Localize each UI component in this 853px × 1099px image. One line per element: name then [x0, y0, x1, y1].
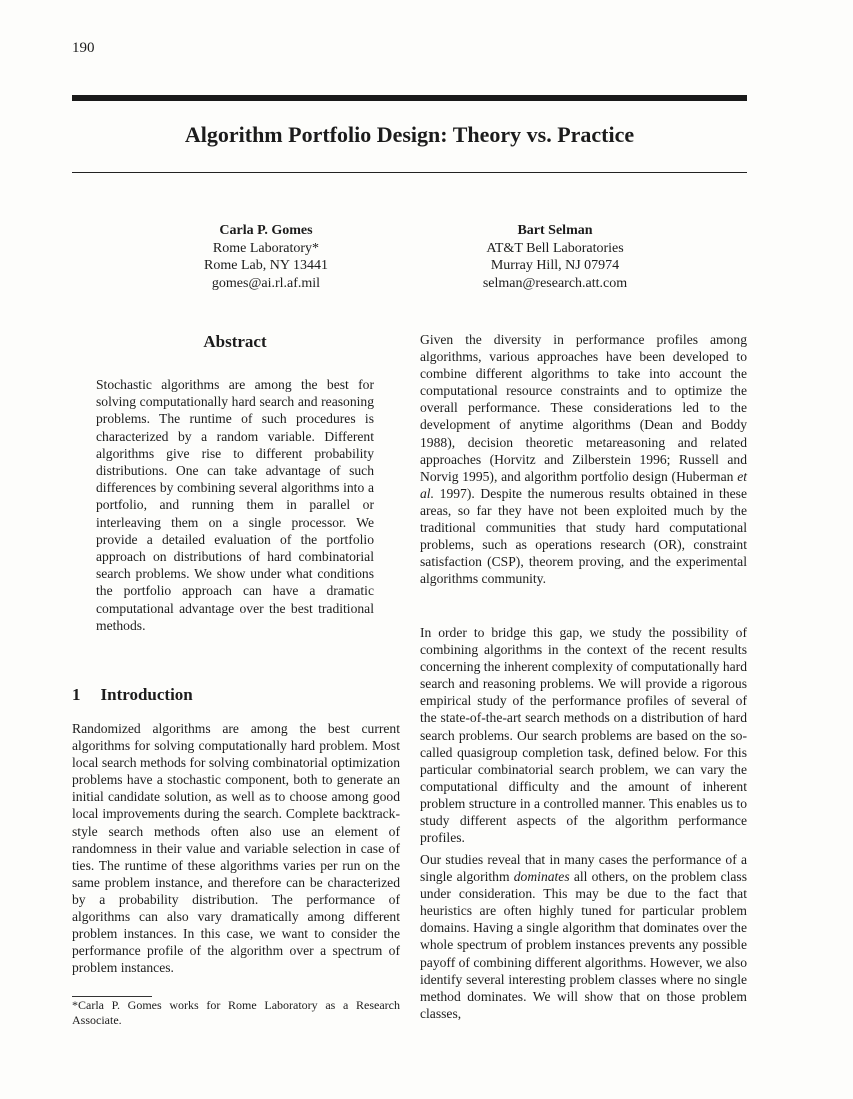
- emphasis-text: et al.: [420, 468, 747, 501]
- footnote: *Carla P. Gomes works for Rome Laboratory as a Research Associate.: [72, 998, 400, 1027]
- intro-paragraph-4: [420, 851, 747, 1022]
- author-affiliation: AT&T Bell Laboratories: [486, 240, 624, 256]
- top-rule: [72, 95, 747, 101]
- paragraph-text: 1997). Despite the numerous results obtained in these areas, so far they have not been exploited much by the traditional communities that study hard computational problems, such as operations research (OR), constraint satisfaction (CSP), theorem proving, and the experimental algorithms community.: [420, 485, 747, 587]
- author-block-1: [176, 222, 356, 292]
- author-address: Murray Hill, NJ 07974: [490, 258, 620, 273]
- footnote-rule: [72, 996, 152, 997]
- author-email: gomes@ai.rl.af.mil: [211, 275, 321, 291]
- intro-paragraph-3: In order to bridge this gap, we study the possibility of combining algorithms in the context of the recent results concerning the inherent complexity of computationally hard search and reasoning problems. We will provide a rigorous empirical study of the performance profiles of several of the state-of-the-art search methods on a distribution of hard search problems. Our search problems are based on the so-called quasigroup completion task, defined below. For this particular combinatorial search problem, we can vary the computational difficulty and the amount of inherent problem structure in a controlled manner. This enables us to study different aspects of the algorithm performance profiles.: [420, 625, 747, 846]
- author-block-2: [450, 222, 660, 292]
- title-rule: [72, 172, 747, 173]
- author-address: Rome Lab, NY 13441: [204, 258, 328, 273]
- emphasis-text: dominates: [513, 869, 570, 885]
- author-affiliation: Rome Laboratory*: [212, 240, 320, 256]
- author-name: Bart Selman: [517, 223, 593, 238]
- paper-title: Algorithm Portfolio Design: Theory vs. Practice: [184, 122, 635, 147]
- intro-paragraph-2: [420, 331, 747, 587]
- intro-paragraph-1: Randomized algorithms are among the best current algorithms for solving computationally hard problem. Most local search methods for solving combinatorial optimization problems have a stochastic component, both to generate an initial candidate solution, as well as to choose among good local improvements during the search. Complete backtrack-style search methods often also use an element of randomness in their value and variable selection in case of ties. The runtime of these algorithms varies per run on the same problem instance, and therefore can be characterized by a probability distribution. The performance of algorithms can also vary dramatically among different problem instances. In this case, we want to consider the performance profile of the algorithm over a spectrum of problem instances.: [72, 721, 400, 976]
- abstract-heading: Abstract: [203, 332, 267, 351]
- section-number: 1: [72, 685, 81, 704]
- paragraph-text: Given the diversity in performance profiles among algorithms, various approaches have been developed to combine different algorithms to take into account the computational resource constraints and to optimize the overall performance. These considerations led to the development of anytime algorithms (Dean and Boddy 1988), decision theoretic metareasoning and related approaches (Horvitz and Zilberstein 1996; Russell and Norvig 1995), and algorithm portfolio design (Huberman: [420, 332, 747, 484]
- author-email: selman@research.att.com: [482, 275, 628, 291]
- paragraph-text: Our studies reveal that in many cases the performance of a single algorithm: [420, 852, 747, 885]
- section-title: Introduction: [100, 685, 193, 704]
- page-number: 190: [72, 40, 95, 56]
- section-heading: [72, 685, 213, 705]
- paragraph-text: all others, on the problem class under consideration. This may be due to the fact that heuristics are often highly tuned for particular problem domains. Having a single algorithm that dominates over the whole spectrum of problem instances prevents any possible payoff of combining different algorithms. However, we also identify several interesting problem classes where no single method dominates. We will show that on those problem classes,: [420, 869, 748, 1021]
- author-name: Carla P. Gomes: [219, 223, 313, 238]
- abstract-text: Stochastic algorithms are among the best for solving computationally hard search and reasoning problems. The runtime of such procedures is characterized by a random variable. Different algorithms give rise to different probability distributions. One can take advantage of such differences by combining several algorithms into a portfolio, and running them in parallel or interleaving them on a single processor. We provide a detailed evaluation of the portfolio approach on distributions of hard combinatorial search problems. We show under what conditions the portfolio approach can have a dramatic computational advantage over the best traditional methods.: [96, 377, 374, 633]
